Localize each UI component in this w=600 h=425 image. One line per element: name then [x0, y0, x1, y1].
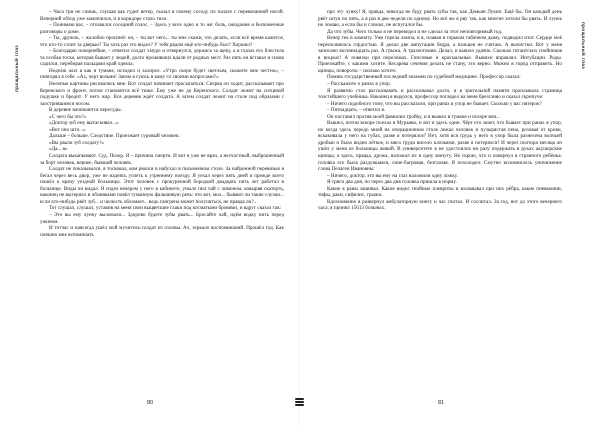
paragraph: – Ничего, доктор, это вы ему на глаз наложили одну ложку.: [327, 172, 459, 179]
right-page-text: [318, 9, 562, 212]
paragraph: Вечер тек в комнату. Уже горела лампа, и я, плавая в горьком табачном дыму, подводил итог. Сердце моё переполнялось гордостью. Я делал две ампутации бедра, а пальцев не считаю. А вычистки. Вот у меня записано восемнадцать раз. А грыжа. А трахеотомия. Делал, и вышло удачно. Сколько гигантских гнойников я вскрыл! А повязки при переломах. Гипсовые и крахмальные. Вывихи вправлял. Интубации. Роды. Приезжайте, с какими хотите. Кесарева сечения делать не стану, это верно. Можно в город отправить. Но щипцы, повороты – сколько хотите.: [318, 35, 562, 74]
paragraph: «Да... я»: [49, 146, 68, 153]
paragraph: – Часа три не спишь, слушая как гудит ветер, сказал я своему соседу по палате с перевязанной ногой. Вечерний обход уже закончился, и в коридоре стало тихо.: [40, 9, 284, 22]
paragraph: В деревне начинаются пересуды.: [49, 107, 122, 114]
paragraph: про эту лунку! Я, правда, никогда не буду рвать зубы так, как Демьян Лукич. Ещё бы. Он каждый день рвёт штук по пять, а я раз в две недели по одному. Но всё же я рву так, как многие хотели бы рвать. И лунок не ломаю, а если бы и сломал, не испугался бы.: [318, 9, 562, 29]
paragraph: Нелепые картины рисовались мне. Вот солдат начинает просыпаться. Сперва он ходит, рассказывает про Керенского и фронт, потом становится всё тише. Ему уже не до Керенского. Солдат лежит на ситцевой подушке и бредит. У него жар. Вся деревня ждёт солдата. А затем солдат лежит на столе под образами с заострившимся носом.: [40, 81, 284, 107]
paragraph: И тотчас и навсегда ушёл мой мучитель-солдат из головы. Ах, зеркало воспоминаний. Прошёл год. Как смешно мне вспоминать: [40, 225, 284, 238]
right-page-number: 81: [438, 400, 445, 406]
paragraph: Дальше – больше. Следствие. Приезжает суровый человек:: [49, 133, 180, 140]
paragraph: Да что зубы. Чего только я не перевидел и не сделал за этот неповторимый год.: [327, 28, 503, 35]
left-page: [40, 9, 284, 395]
paragraph: Неделю жил я как в тумане, исходил и захирел. «Утро скоро будет светлым, скажите мне честно», – повторял я себе. «Ах, черт возьми! Зачем я суюсь в кому со своими вопросами?»: [40, 67, 284, 81]
right-page: [318, 9, 562, 395]
menu-icon[interactable]: [295, 398, 304, 407]
paragraph: Вдохновенно я развернул амбулаторную книгу и час считал. И сосчитал. За год, вот до этого вечернего часа, я принял 15613 больных.: [318, 198, 562, 212]
paragraph: «Вы рвали зуб солдату?»: [49, 139, 105, 146]
left-running-head: прощальный глаз: [14, 44, 19, 92]
paragraph: – Это вы ему лунку выломали... Здорово будете зубы рвать... Бросайте чай, идём водку пить перед ужином.: [40, 211, 284, 225]
right-running-head: прощальный глаз: [581, 22, 586, 70]
gutter-divider: [299, 0, 300, 425]
paragraph: – Пятнадцать, – ответил я.: [327, 107, 386, 114]
paragraph: – Понимаю вас, – отозвался соседний голос. – Здесь у всех одно и то же: боль, ожидание и бесконечные разговоры о доме.: [40, 22, 284, 35]
paragraph: – Ничего подобного тому, что вы рассказали, при ранах в упор не бывает. Сколько у вас пятерок?: [327, 100, 542, 107]
paragraph: – Расскажите о ранах в упор.: [327, 81, 391, 88]
paragraph: Помню государственный последний экзамен по судебной медицине. Профессор сказал:: [327, 74, 521, 81]
paragraph: Он поставил против моей фамилии тройку, и я вышел в тумане и позоре вон...: [327, 113, 501, 120]
paragraph: Тот слушал, слушал, уставив на меня свои выцветшие глаки под косматыми бровями, и вдруг сказал так:: [49, 205, 282, 212]
paragraph: «С чего бы это?»: [49, 113, 87, 120]
paragraph: Солдат не показывался, я тосковал, ком рвался и набухал в письменном столе. За найденной перевязью я бегал через весь двор, уже не надеясь успеть к утреннему поезду. Я уехал через пять дней и прежде всего пошёл к врачу уездной больницы. Этот человек с прокуренной бородкой двадцать пять лет работал в больнице. Виды он видал. Я сидел вечером у него в кабинете, уныло пил чай с лимоном, ковыряя скатерть, наконец не вытерпел и обиняками повёл туманную фальшивую речь: что вот, мол... бывают ли такие случаи... если кто-нибудь рвёт зуб... и челюсть обломает... ведь гангрена может получиться, не правда ли?..: [40, 166, 284, 205]
paragraph: Какие я раны зашивал. Какие видел гнойные плевриты и взламывал при них рёбра, какие пневмонии, тифы, раки, сифилис, грыжи.: [318, 185, 562, 199]
left-page-number: 80: [147, 400, 154, 406]
paragraph: Я тряси два дня, по через два дня головка пришла в норму.: [327, 179, 457, 186]
paragraph: «Доктор зуб ему вытаскивал...»: [49, 120, 119, 127]
paragraph: Я развязно стал рассказывать и рассказывал долго, и в зрительной памяти проплывала страница толстейшего учебника. Наконец я выдохся, профессор поглядел на меня брезгливо и сказал скрипуче:: [318, 87, 562, 101]
paragraph: «Вот оно што...»: [49, 126, 86, 133]
left-page-text: [40, 9, 284, 238]
paragraph: Солдата выкапывают. Суд. Позор. Я – причина смерти. И вот я уже не врач, а несчастный, выброшенный за борт человек, вернее, бывший человек.: [40, 153, 284, 166]
paragraph: – Ты, дружок, – жалобно произнёс он, – ты вот чего... ты мне скажи, что делать, если всё время кажется, что кто-то стоит за дверью? Ты хоть раз это видел? У тебя рядом ещё кто-нибудь был? Хорошо?: [40, 35, 284, 48]
paragraph: Вышел, потом вскоре поехал в Мурьево, и вот я здесь один. Чёрт его знает, что бывает при ранах в упор, но когда здесь передо мной на операционном столе лежал человек и пузырястая пена, розовая от крови, вскакивала у него на губах, разве я потерялся? Нет, хотя вся грудь у него в упор была разнесена волчьей дробью и было видно лёгкое, и мясо груди висело клочьями, разве я потерялся? И через полтора месяца он ушёл у меня из больницы живой. В университете я не удостоился ни разу подержать в руках акушерские щипцы, а здесь, правда, дрожа, наложил их в одну минуту. Не скрою, что и повернул я странного ребёнка: головка его была раздувшаяся, сине-багровая, безглазая. Я похолодел. Смутно вспомнилось уничижение слова Пелагеи Ивановны:: [318, 120, 562, 173]
paragraph: – Благодарю покорнейше, – ответил солдат хмуро и отвернулся, держась за щеку, а в глазах его блестела та особая тоска, которая бывает у людей, долго проживших вдали от родных мест. Раз пять он вставал и снова садился, перебирая пальцами край одеяла.: [40, 48, 284, 68]
